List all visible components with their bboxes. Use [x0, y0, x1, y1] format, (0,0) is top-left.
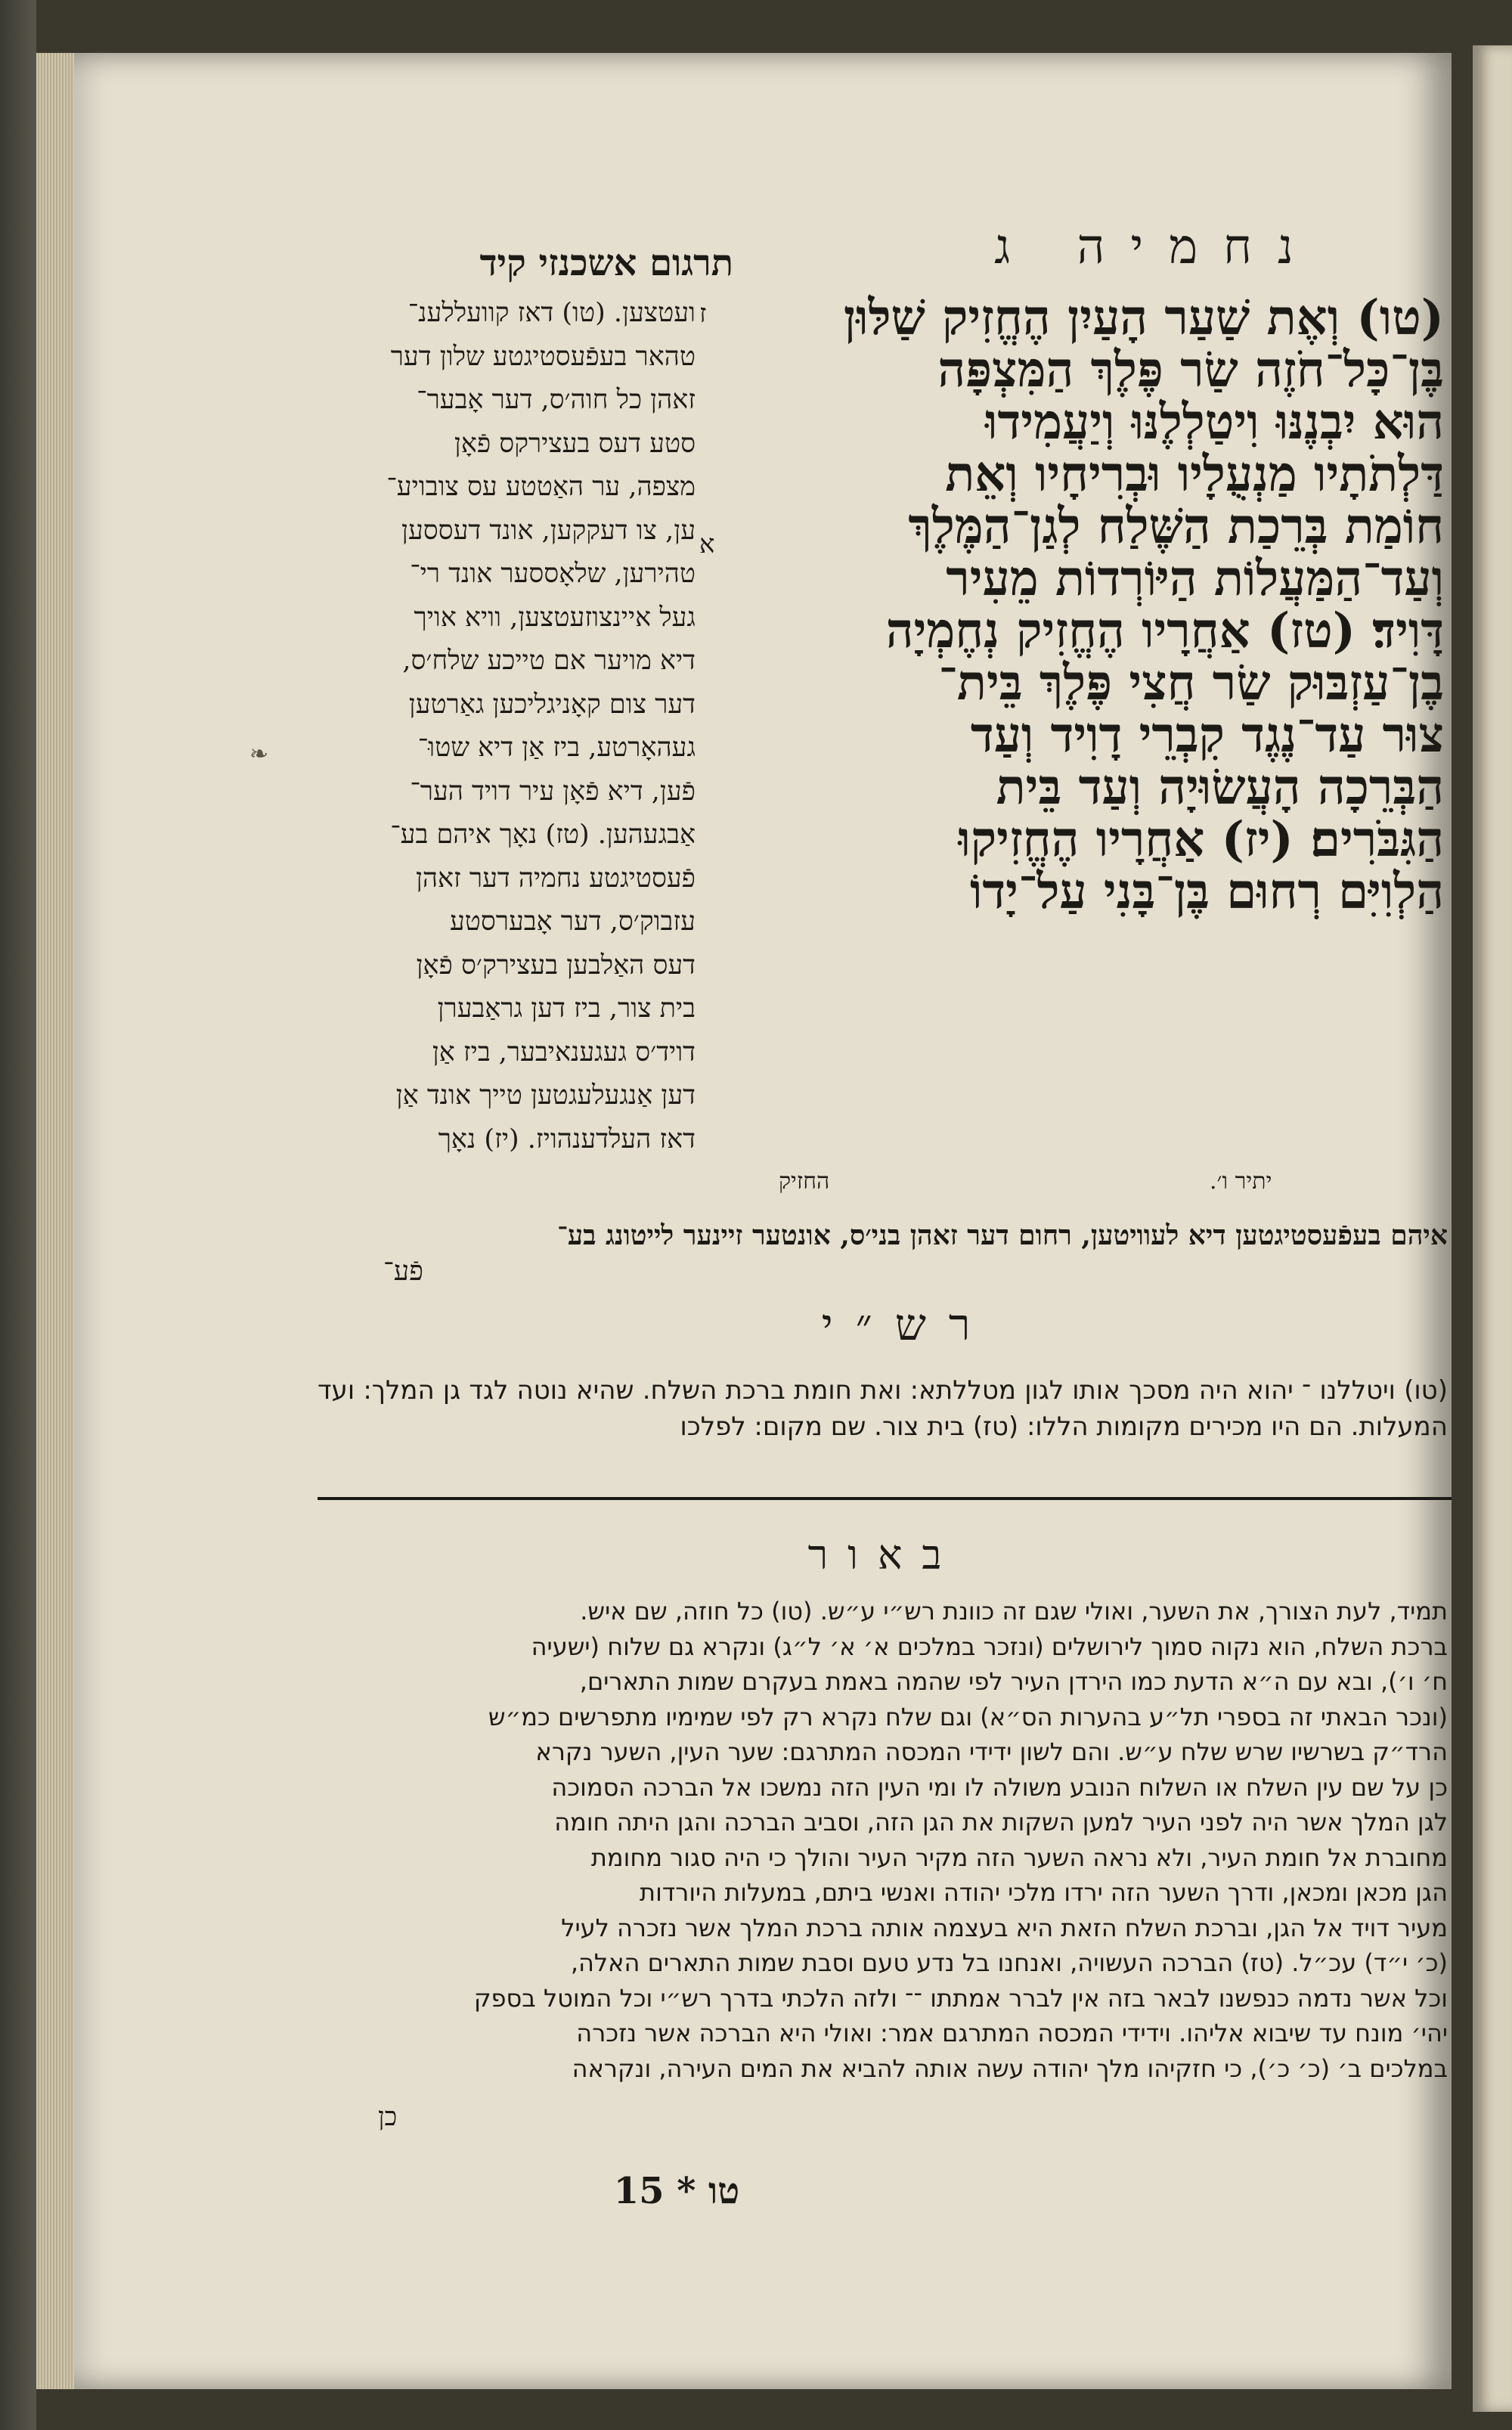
biur-line: (ונכר הבאתי זה בספרי תל״ע בהערות הס״א) וגם שלח נקרא רק לפי שמימיו מתפרשים כמ״ש — [488, 1702, 1448, 1731]
margin-mark: ז — [699, 299, 707, 329]
translation-line: פֿען, דיא פֿאָן עיר דויד הער־ — [410, 776, 696, 807]
scripture-line: בֶן־עַזְבּוּק שַׂר חֲצִי פֶּלֶךְ בֵּית־ — [938, 655, 1444, 711]
page-edges — [36, 53, 74, 2389]
scripture-line: דַּלְתֹתָיו מַנְעֻלָיו וּבְרִיחָיו וְאֵת — [945, 446, 1444, 503]
biur-line: ח׳ ו׳), ובא עם ה״א הדעת כמו הירדן העיר לפי שהמה באמת בעקרם שמות התארים, — [579, 1667, 1448, 1696]
biur-heading: באור — [807, 1531, 962, 1579]
book-spine-edge — [0, 0, 36, 2430]
translation-line: ועטצען. (טו) דאז קוועללענ־ — [407, 298, 696, 328]
translation-line: מצפה, ער האַטטע עס צובויע־ — [386, 472, 696, 502]
biur-line: לגן המלך אשר היה לפני העיר למען השקות את הגן הזה, וסביב הברכה והגן היתה חומה — [554, 1808, 1448, 1836]
scripture-catchword: החזיק — [779, 1168, 830, 1195]
translation-line: סטע דעס בעצירקס פֿאָן — [454, 428, 696, 459]
scripture-line: דָּוִיד׃ (טז) אַחֲרָיו הֶחֱזִיק נְחֶמְיָה — [885, 603, 1444, 659]
biur-line: מחוברת אל חומת העיר, ולא נראה השער הזה מקיר העיר והולך כי היה סגור מחומת — [590, 1843, 1448, 1872]
biur-line: וכל אשר נדמה כנפשנו לבאר בזה אין לברר אמתתו ־־ ולזה הלכתי בדרך רש״י וכל המוטל בספק — [473, 1983, 1448, 2013]
biur-line: (כ׳ י״ד) עכ״ל. (טז) הברכה העשויה, ואנחנו בל נדע טעם וסבת שמות התארים האלה, — [570, 1948, 1448, 1977]
translation-line: געהאָרטע, ביז אַן דיא שטוּ־ — [417, 733, 696, 763]
running-head-translation: תרגום אשכנזי קיד — [479, 242, 733, 284]
translation-column — [318, 292, 696, 1229]
translation-line: ען, צו דעקקען, אונד דעססען — [401, 515, 696, 546]
scripture-line: וְעַד־הַמַּעֲלוֹת הַיּוֹרְדוֹת מֵעִיר — [946, 550, 1444, 607]
scripture-line: הַלְוִיִּם רְחוּם בֶּן־בָּנִי עַל־יָדוֹ — [970, 863, 1444, 920]
translation-line: זאהן כל חוה׳ס, דער אָבער־ — [417, 385, 696, 415]
translation-line: דעס האַלבען בעצירק׳ס פֿאָן — [416, 950, 696, 981]
translation-continuation-tail: פֿע־ — [383, 1256, 423, 1287]
biur-line: הגן מכאן ומכאן, ודרך השער הזה ירדו מלכי יהודה ואנשי ביתם, במעלות היורדות — [640, 1878, 1448, 1907]
biur-line: תמיד, לעת הצורך, את השער, ואולי שגם זה כוונת רש״י ע״ש. (טו) כל חוזה, שם איש. — [580, 1597, 1448, 1626]
scripture-line: חוֹמַת בְּרֵכַת הַשֶּׁלַח לְגַן־הַמֶּלֶךְ — [908, 498, 1444, 555]
biur-commentary — [318, 1594, 1448, 2086]
scripture-line: הַגִּבֹּרִים׃ (יז) אַחֲרָיו הֶחֱזִיקוּ — [958, 811, 1444, 868]
biur-line: כן על שם עין השלח או השלוח הנובע משולה לו ומי העין הזה נמשכו אל הברכה הסמוכה — [551, 1772, 1448, 1802]
biur-line: מעיר דויד אל הגן, וברכת השלח הזאת היא בעצמה אותה ברכת המלך אשר נזכרה לעיל — [561, 1913, 1448, 1942]
scripture-line: צוּר עַד־נֶגֶד קִבְרֵי דָוִיד וְעַד — [970, 707, 1444, 764]
translation-continuation: איהם בעפֿעסטיגטען דיא לעוויטען, רחום דער זאהן בני׳ס, אונטער זיינער לייטונג בע־ — [556, 1220, 1448, 1251]
scripture-line: בֶּן־כָּל־חֹזֶה שַׂר פֶּלֶךְ הַמִּצְפָּה — [937, 342, 1444, 398]
translation-line: טהירען, שלאָססער אונד רי־ — [410, 559, 696, 589]
rashi-commentary: (טו) ויטללנו ־ יהוא היה מסכך אותו לגון מטללתא: ואת חומת ברכת השלח. שהיא נוטה לגד גן המלך: ועד המעלות. הם היו מכירים מקומות הללו: (טז) בית צור. שם מקום: לפלכו — [318, 1375, 1448, 1442]
running-head-book: נחמיה ג — [994, 219, 1319, 275]
signature-mark: טו * 15 — [613, 2170, 740, 2212]
translation-line: דאז העלדענהויז. (יז) נאָך — [438, 1124, 696, 1155]
rashi-heading: רש״י — [821, 1299, 993, 1350]
biur-line: יהי׳ מונח עד שיבוא אליהו. וידידי המכסה המתרגם אמר: ואולי היא הברכה אשר נזכרה — [576, 2019, 1448, 2047]
biur-line: ברכת השלח, הוא נקוה סמוך לירושלים (ונזכר במלכים א׳ א׳ ל״ג) ונקרא גם שלוח (ישעיה — [531, 1632, 1448, 1661]
scripture-line: הוּא יִבְנֶנּוּ וִיטַלְלֶנּוּ וְיַעֲמִידוּ — [985, 394, 1444, 451]
margin-mark: א — [699, 529, 715, 559]
translation-line: געל איינצוזעטצען, וויא אויך — [414, 602, 696, 633]
section-divider — [318, 1497, 1452, 1500]
page-catchword: כן — [378, 2102, 398, 2132]
facing-page-edge — [1473, 45, 1512, 2412]
biur-line: במלכים ב׳ (כ׳ כ׳), כי חזקיהו מלך יהודה עשה אותה להביא את המים העירה, ונקראה — [572, 2053, 1448, 2083]
translation-line: דער צום קאָניגליכען גאַרטען — [408, 689, 696, 720]
translation-line: עזבוק׳ס, דער אָבערסטע — [449, 907, 696, 937]
biur-line: הרד״ק בשרשיו שרש שלח ע״ש. והם לשון ידידי המכסה המתרגם: שער העין, השער נקרא — [535, 1737, 1448, 1766]
translation-line: דויד׳ס געגענאיבער, ביז אַן — [432, 1037, 696, 1068]
margin-ornament-icon: ❧ — [249, 741, 269, 767]
translation-line: אַבגעהען. (טז) נאָך איהם בע־ — [390, 820, 696, 850]
translation-line: פֿעסטיגטע נחמיה דער זאהן — [415, 863, 696, 894]
translation-line: טהאר בעפֿעסטיגטע שלון דער — [390, 341, 696, 372]
translation-line: בית צור, ביז דען גראַבערן — [437, 993, 696, 1024]
scripture-column — [726, 292, 1444, 1199]
translation-line: דיא מויער אם טייכע שלח׳ס, — [402, 646, 696, 676]
scripture-line: (טו) וְאֶת שַׁעַר הָעַיִן הֶחֱזִיק שַׁלּוּן — [843, 290, 1444, 346]
scripture-line: הַבְּרֵכָה הָעֲשׂוּיָה וְעַד בֵּית — [996, 759, 1444, 816]
translation-line: דען אַנגעלעגטען טייך אונד אַן — [395, 1080, 696, 1111]
scripture-masorah-note: יתיר ו׳. — [1210, 1168, 1272, 1195]
